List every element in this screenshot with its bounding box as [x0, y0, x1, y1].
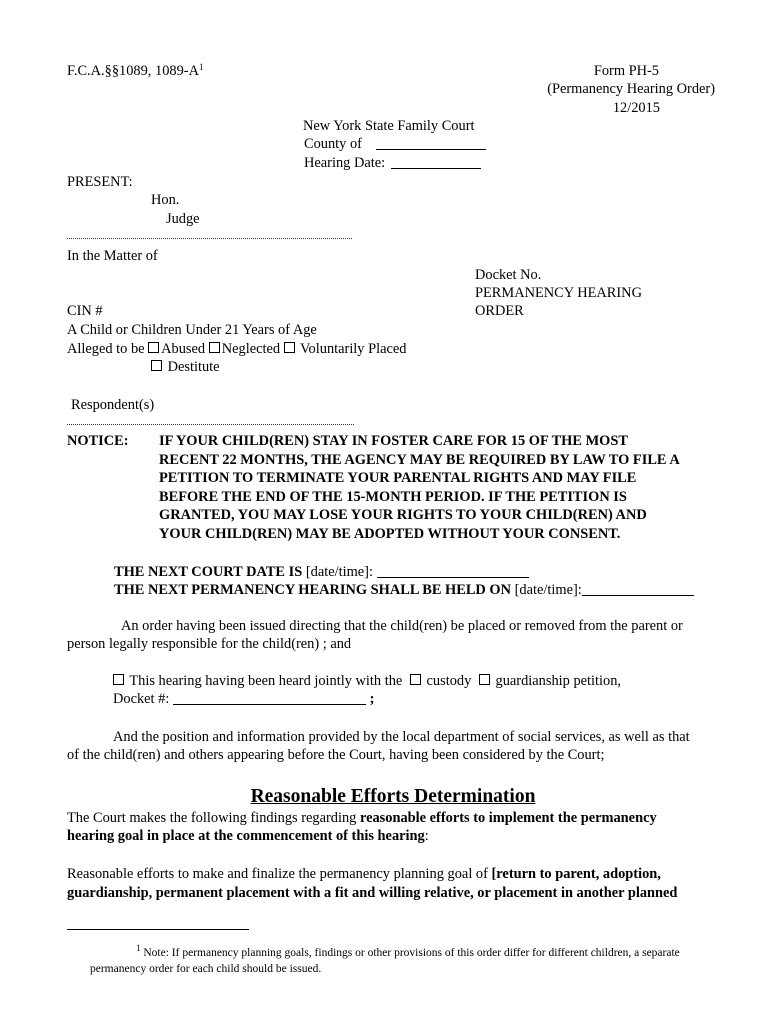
hearing-date-field[interactable]: [391, 154, 481, 169]
footnote-line2: permanency order for each child should be issued.: [90, 963, 322, 975]
voluntary-label: Voluntarily Placed: [300, 341, 407, 357]
notice-line: RECENT 22 MONTHS, THE AGENCY MAY BE REQUIRED BY LAW TO FILE A: [159, 451, 680, 468]
next-hearing-field[interactable]: [582, 581, 694, 596]
order-paragraph-line1: An order having been issued directing that the child(ren) be placed or removed from the parent or: [121, 618, 683, 634]
position-paragraph-line2: of the child(ren) and others appearing before the Court, having been considered by the Court;: [67, 747, 605, 763]
hearing-date-row: [304, 154, 481, 172]
efforts-line1: [67, 865, 661, 883]
notice-line: YOUR CHILD(REN) MAY BE ADOPTED WITHOUT YOUR CONSENT.: [159, 525, 621, 542]
findings-intro: The Court makes the following findings regarding: [67, 810, 357, 826]
form-number: Form PH-5: [593, 63, 659, 79]
efforts-options-1: [return to parent, adoption,: [491, 866, 661, 882]
next-hearing-hint: [date/time]:: [514, 582, 582, 598]
joint-hearing-checkbox[interactable]: [113, 674, 124, 685]
next-court-date-label: THE NEXT COURT DATE IS: [114, 564, 303, 580]
next-court-date-field[interactable]: [377, 563, 529, 578]
efforts-options-2: guardianship, permanent placement with a fit and willing relative, or placement in another planned: [67, 885, 678, 901]
county-row: [304, 135, 486, 153]
abused-label: Abused: [161, 341, 206, 357]
next-court-date-row: [114, 563, 529, 581]
position-paragraph-line1: And the position and information provided by the local department of social services, as well as that: [113, 729, 690, 745]
notice-line: GRANTED, YOU MAY LOSE YOUR RIGHTS TO YOUR CHILD(REN) AND: [159, 507, 647, 524]
notice-line: IF YOUR CHILD(REN) STAY IN FOSTER CARE FOR 15 OF THE MOST: [159, 433, 628, 449]
docket-semicolon: ;: [369, 691, 375, 707]
respondents-label: Respondent(s): [71, 397, 155, 413]
destitute-checkbox[interactable]: [151, 360, 162, 371]
form-name: (Permanency Hearing Order): [547, 81, 715, 97]
order-title-line1: PERMANENCY HEARING: [475, 285, 642, 301]
docket-label: Docket No.: [475, 267, 542, 283]
notice-text: [159, 432, 680, 544]
findings-line2: [67, 827, 429, 845]
cin-label: CIN #: [67, 303, 103, 319]
findings-emphasis-2: hearing goal in place at the commencement of this hearing: [67, 828, 425, 844]
findings-emphasis-1: reasonable efforts to implement the permanency: [359, 810, 657, 826]
guardianship-label: guardianship petition,: [495, 673, 622, 689]
findings-colon: :: [424, 828, 429, 844]
next-court-date-hint: [date/time]:: [305, 564, 373, 580]
hon-label: Hon.: [151, 192, 180, 208]
notice-label: NOTICE:: [67, 433, 129, 449]
matter-label: In the Matter of: [67, 248, 158, 264]
form-date: 12/2015: [612, 100, 660, 116]
county-label: County of: [304, 136, 362, 152]
hearing-date-label: Hearing Date:: [304, 155, 386, 171]
docket-number-field[interactable]: [173, 690, 366, 705]
footnote-text-1: Note: If permanency planning goals, findings or other provisions of this order differ for different children, a separate: [143, 947, 680, 959]
joint-hearing-label: This hearing having been heard jointly with the: [129, 673, 403, 689]
caption-divider-bottom: [67, 424, 354, 425]
notice-line: PETITION TO TERMINATE YOUR PARENTAL RIGHTS AND MAY FILE: [159, 470, 637, 487]
destitute-label: Destitute: [167, 359, 220, 375]
docket-number-label: Docket #:: [113, 691, 170, 707]
custody-label: custody: [426, 673, 472, 689]
child-description: A Child or Children Under 21 Years of Age: [67, 322, 317, 338]
alleged-prefix: Alleged to be: [67, 341, 145, 357]
county-field[interactable]: [376, 135, 486, 150]
voluntary-checkbox[interactable]: [284, 342, 295, 353]
next-hearing-row: [114, 581, 694, 599]
footnote-mark: 1: [136, 943, 141, 953]
neglected-label: Neglected: [221, 341, 281, 357]
findings-line1: [67, 809, 657, 827]
docket-row: [113, 690, 374, 708]
court-name: New York State Family Court: [303, 118, 475, 134]
destitute-row: [151, 358, 220, 376]
section-heading: Reasonable Efforts Determination: [250, 786, 536, 807]
custody-checkbox[interactable]: [410, 674, 421, 685]
order-title-line2: ORDER: [475, 303, 524, 319]
judge-label: Judge: [166, 211, 200, 227]
order-paragraph-line2: person legally responsible for the child(ren) ; and: [67, 636, 352, 652]
next-hearing-label: THE NEXT PERMANENCY HEARING SHALL BE HELD ON: [114, 582, 512, 598]
guardianship-checkbox[interactable]: [479, 674, 490, 685]
abused-checkbox[interactable]: [148, 342, 159, 353]
footnote-line1: [136, 943, 680, 961]
neglected-checkbox[interactable]: [209, 342, 220, 353]
footnote-separator: [67, 929, 249, 930]
alleged-row: [67, 340, 406, 358]
notice-line: BEFORE THE END OF THE 15-MONTH PERIOD. IF THE PETITION IS: [159, 488, 627, 505]
caption-divider-top: [67, 238, 352, 239]
present-label: PRESENT:: [67, 174, 133, 190]
efforts-intro: Reasonable efforts to make and finalize the permanency planning goal of: [67, 866, 488, 882]
statute-citation: F.C.A.§§1089, $1089-A^1$: [67, 62, 204, 79]
joint-hearing-row: [113, 672, 621, 690]
